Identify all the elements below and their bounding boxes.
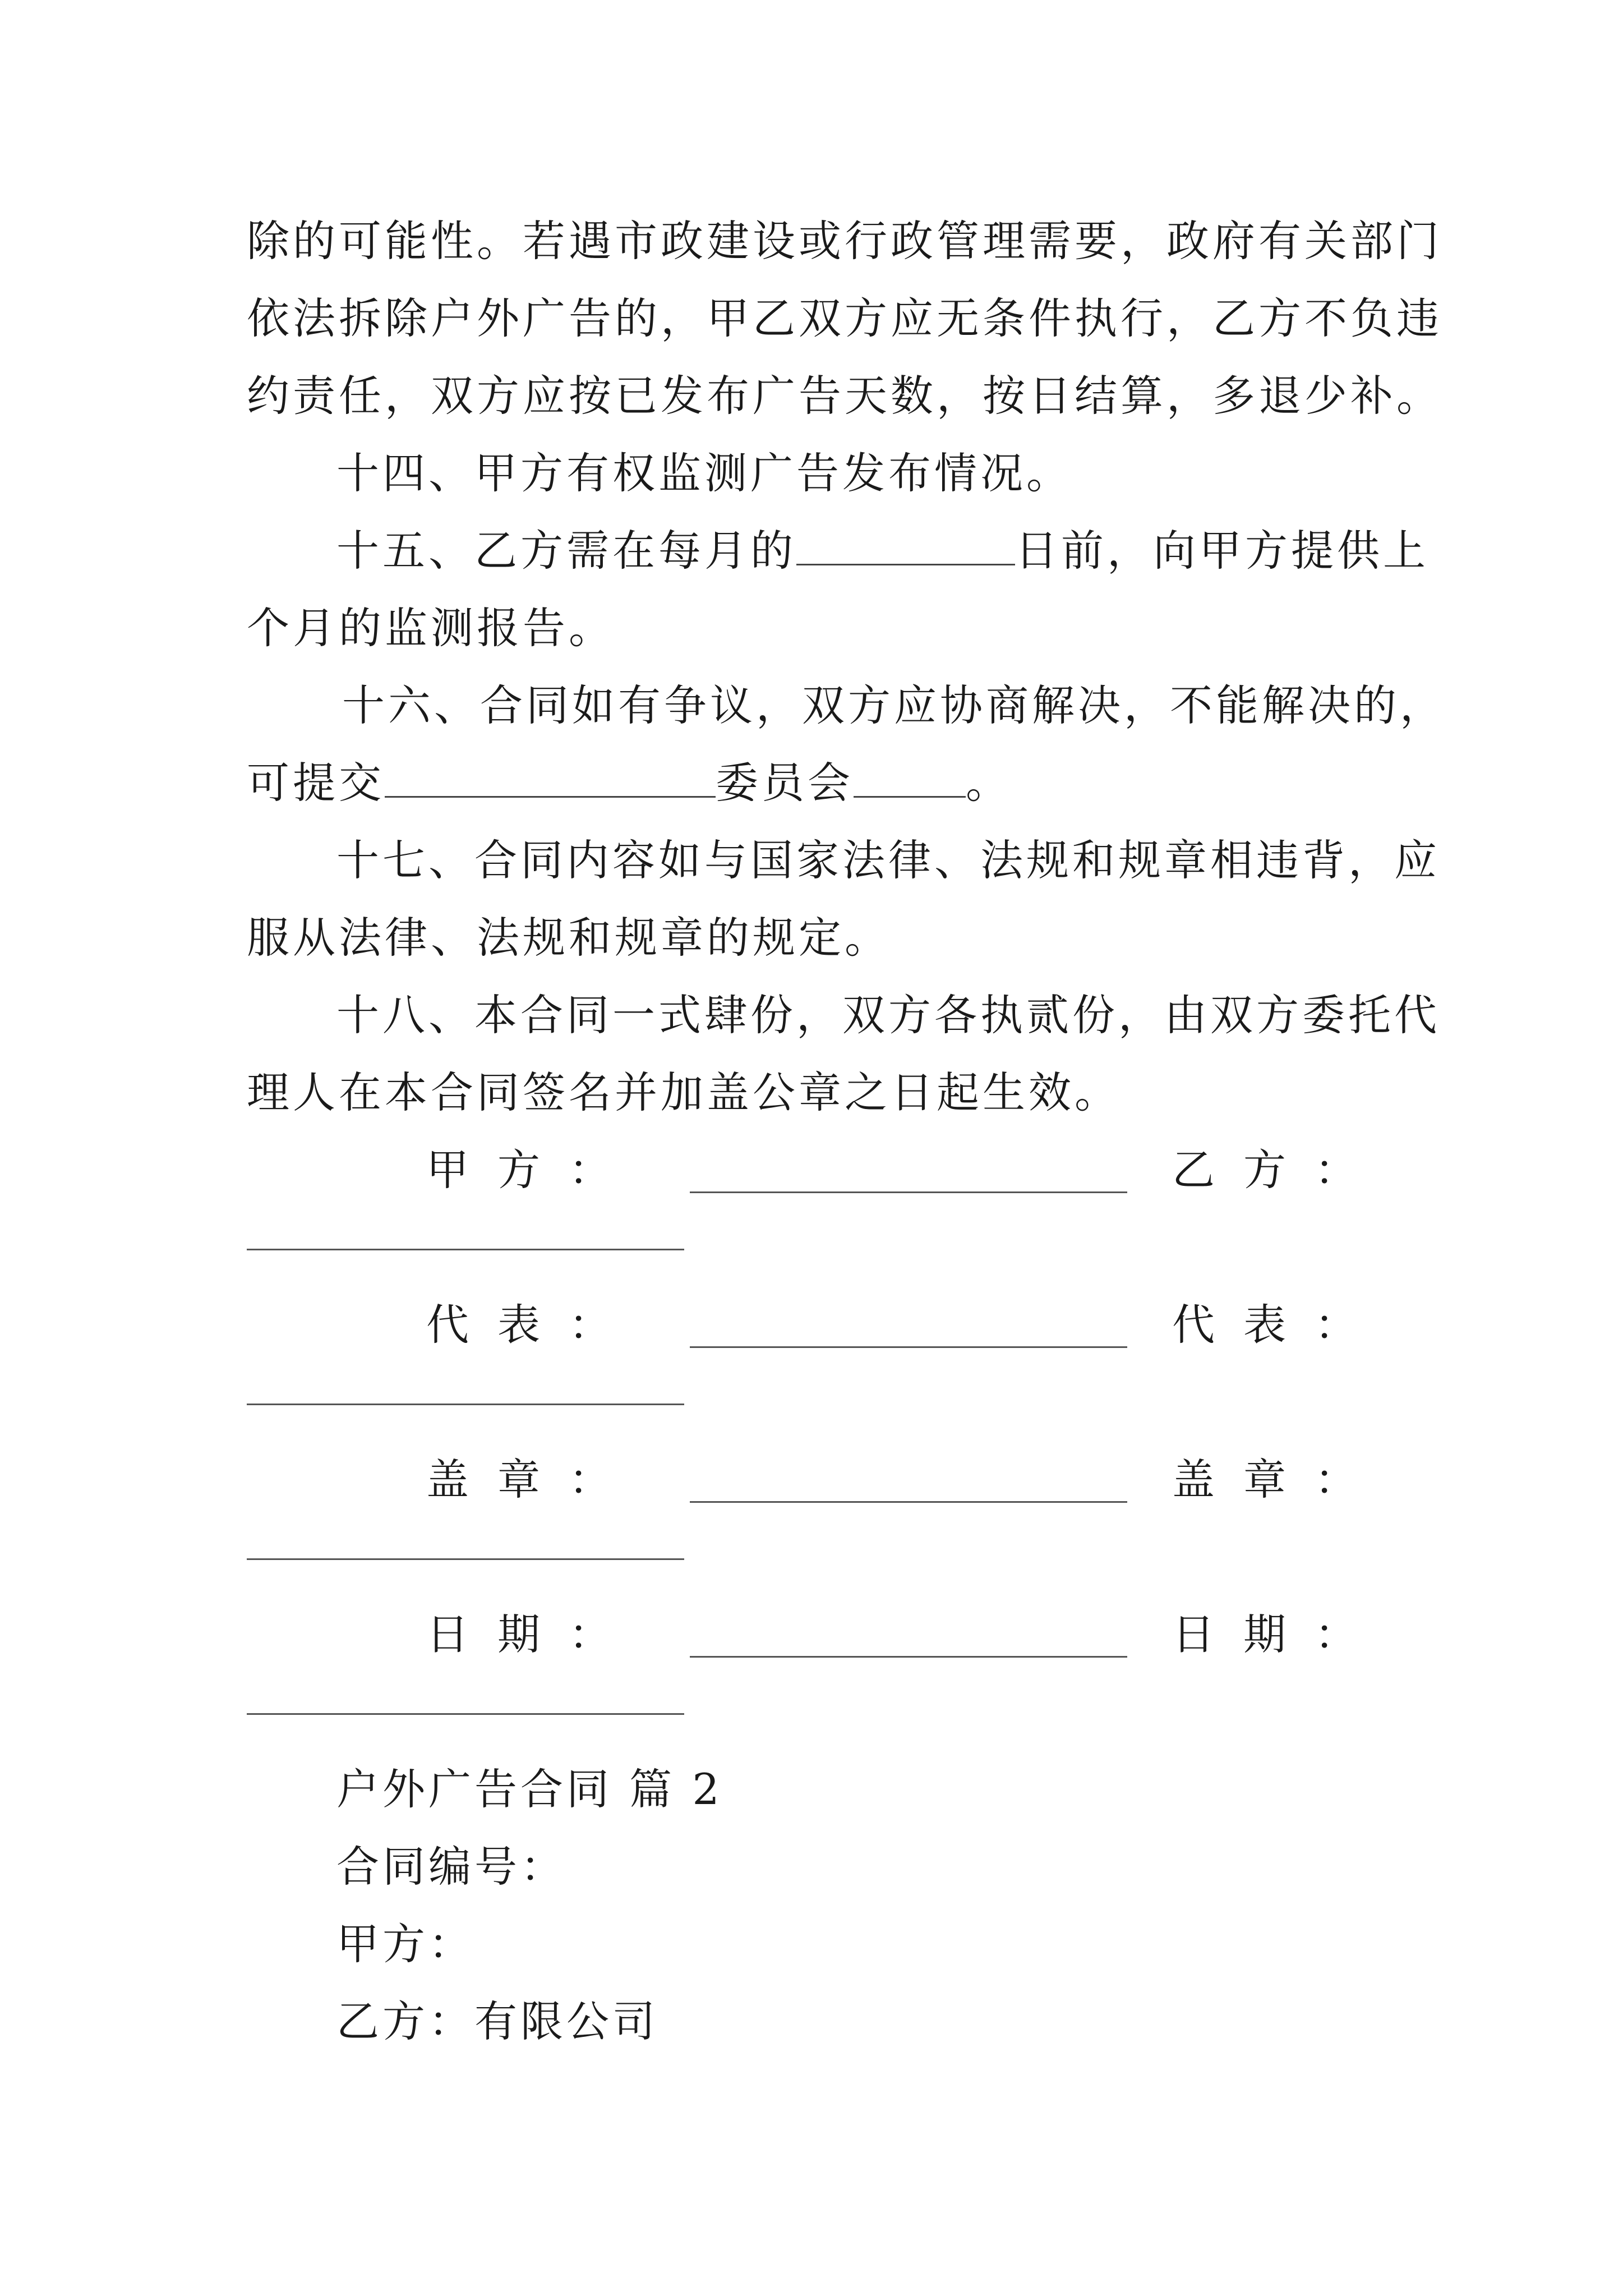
date-a-field[interactable] xyxy=(690,1656,1127,1658)
seal-a-field[interactable] xyxy=(690,1501,1127,1503)
party-a-label: 甲 方 ： xyxy=(426,1145,611,1195)
signature-row-representative xyxy=(0,1297,1623,1353)
section-2-party-b: 乙方：有限公司 xyxy=(336,1996,658,2046)
party-b-field[interactable] xyxy=(247,1249,684,1250)
blank-day-field[interactable] xyxy=(796,528,1015,565)
party-a-field[interactable] xyxy=(690,1191,1127,1193)
clause-15 xyxy=(336,523,1429,579)
signature-row-seal xyxy=(0,1452,1623,1508)
clause-16-text-a: 可提交 xyxy=(247,758,385,808)
clause-16-line2 xyxy=(247,755,1012,811)
clause-18: 十八、本合同一式肆份，双方各执贰份，由双方委托代 xyxy=(336,990,1440,1040)
clause-15-text-a: 十五、乙方需在每月的 xyxy=(336,526,796,576)
clause-16-text-b: 委员会 xyxy=(716,758,854,808)
blank-committee-field[interactable] xyxy=(385,760,716,798)
clause-17-line2: 服从法律、法规和规章的规定。 xyxy=(247,913,891,963)
paragraph-line: 依法拆除户外广告的，甲乙双方应无条件执行，乙方不负违 xyxy=(247,293,1442,343)
clause-16: 十六、合同如有争议，双方应协商解决，不能解决的， xyxy=(342,680,1446,730)
seal-b-field[interactable] xyxy=(247,1558,684,1560)
party-b-label: 乙 方 ： xyxy=(1172,1145,1357,1195)
clause-15-text-b: 日前，向甲方提供上 xyxy=(1015,526,1429,576)
clause-17: 十七、合同内容如与国家法律、法规和规章相违背，应 xyxy=(336,835,1440,885)
clause-18-line2: 理人在本合同签名并加盖公章之日起生效。 xyxy=(247,1068,1121,1117)
seal-a-label: 盖 章 ： xyxy=(426,1455,611,1504)
date-b-field[interactable] xyxy=(247,1713,684,1715)
rep-b-label: 代 表 ： xyxy=(1172,1300,1357,1350)
rep-b-field[interactable] xyxy=(247,1404,684,1405)
section-2-party-a: 甲方： xyxy=(336,1919,474,1969)
paragraph-line: 除的可能性。若遇市政建设或行政管理需要，政府有关部门 xyxy=(247,216,1442,266)
date-b-label: 日 期 ： xyxy=(1172,1609,1357,1659)
rep-a-label: 代 表 ： xyxy=(426,1300,611,1350)
rep-a-field[interactable] xyxy=(690,1346,1127,1348)
signature-row-date xyxy=(0,1607,1623,1663)
date-a-label: 日 期 ： xyxy=(426,1609,611,1659)
seal-b-label: 盖 章 ： xyxy=(1172,1455,1357,1504)
blank-arbitration-field[interactable] xyxy=(854,760,966,798)
clause-14: 十四、甲方有权监测广告发布情况。 xyxy=(336,448,1072,498)
contract-number-label: 合同编号： xyxy=(336,1842,566,1892)
clause-15-line2: 个月的监测报告。 xyxy=(247,603,615,653)
signature-row-party xyxy=(0,1142,1623,1198)
section-2-title: 户外广告合同 篇 2 xyxy=(336,1764,723,1814)
paragraph-line: 约责任，双方应按已发布广告天数，按日结算，多退少补。 xyxy=(247,371,1442,421)
clause-16-text-c: 。 xyxy=(966,758,1012,808)
